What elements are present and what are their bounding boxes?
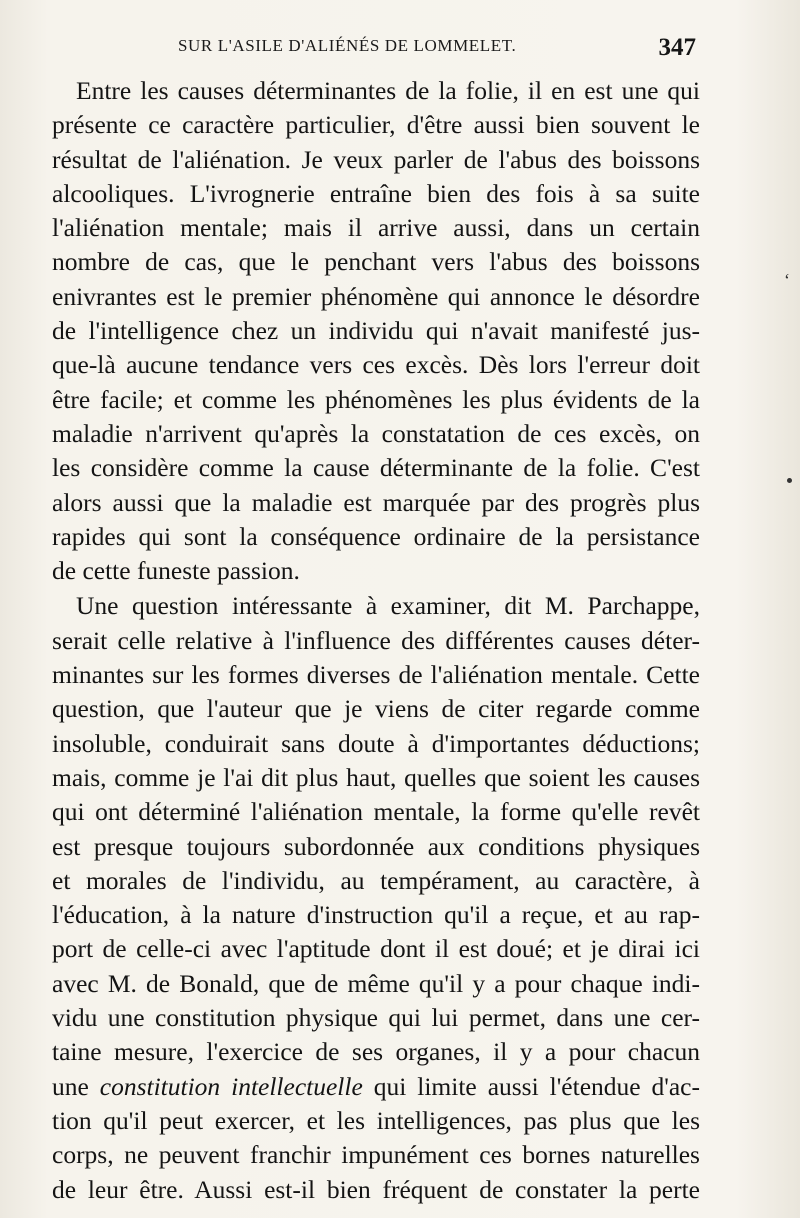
text-fragment: qui limite aussi l'étendue d'ac- [362, 1071, 700, 1101]
text-line: l'aliénation mentale; mais il arrive aussi, dans un certain [52, 213, 700, 243]
text-line: enivrantes est le premier phénomène qui annonce le désordre [52, 281, 700, 311]
margin-mark: ‘ [784, 270, 790, 290]
text-line: avec M. de Bonald, que de même qu'il y a pour chaque indi- [52, 968, 700, 998]
body-text [52, 74, 700, 1207]
margin-dot [787, 478, 792, 483]
text-line: l'éducation, à la nature d'instruction qu'il a reçue, et au rap- [52, 900, 700, 930]
text-line: et morales de l'individu, au tempérament, au caractère, à [52, 865, 700, 895]
text-line: alcooliques. L'ivrognerie entraîne bien des fois à sa suite [52, 178, 700, 208]
text-line: être facile; et comme les phénomènes les plus évidents de la [52, 384, 700, 414]
text-line: est presque toujours subordonnée aux conditions physiques [52, 831, 700, 861]
text-line: les considère comme la cause déterminante de la folie. C'est [52, 453, 700, 483]
text-line: maladie n'arrivent qu'après la constatation de ces excès, on [52, 418, 700, 448]
text-line: de l'intelligence chez un individu qui n'avait manifesté jus- [52, 316, 700, 346]
text-line: nombre de cas, que le penchant vers l'abus des boissons [52, 247, 700, 277]
text-line: rapides qui sont la conséquence ordinaire de la persistance [52, 521, 700, 551]
text-line: Entre les causes déterminantes de la folie, il en est une qui [76, 76, 700, 105]
text-line: résultat de l'aliénation. Je veux parler de l'abus des boissons [52, 144, 700, 174]
text-line: tion qu'il peut exercer, et les intelligences, pas plus que les [52, 1105, 700, 1135]
text-line-with-italic [52, 1070, 700, 1104]
text-line: port de celle-ci avec l'aptitude dont il est doué; et je dirai ici [52, 934, 700, 964]
page-header [50, 30, 710, 70]
page-number: 347 [658, 34, 696, 61]
running-head: SUR L'ASILE D'ALIÉNÉS DE LOMMELET. [178, 36, 517, 55]
italic-phrase: constitution intellectuelle [99, 1071, 363, 1101]
text-line: alors aussi que la maladie est marquée par des progrès plus [52, 487, 700, 517]
text-line: minantes sur les formes diverses de l'aliénation mentale. Cette [52, 660, 700, 690]
text-line: corps, ne peuvent franchir impunément ces bornes naturelles [52, 1140, 700, 1170]
paragraph-1 [52, 74, 700, 588]
text-line: que-là aucune tendance vers ces excès. Dès lors l'erreur doit [52, 350, 700, 380]
text-line: de cette funeste passion. [52, 556, 300, 586]
text-line: question, que l'auteur que je viens de citer regarde comme [52, 694, 700, 724]
paragraph-2 [52, 589, 700, 1206]
text-line: taine mesure, l'exercice de ses organes, il y a pour chacun [52, 1037, 700, 1067]
text-line: de leur être. Aussi est-il bien fréquent de constater la perte [52, 1174, 700, 1204]
text-line: mais, comme je l'ai dit plus haut, quelles que soient les causes [52, 762, 700, 792]
text-line: qui ont déterminé l'aliénation mentale, la forme qu'elle revêt [52, 797, 700, 827]
text-line: Une question intéressante à examiner, dit M. Parchappe, [76, 591, 700, 621]
text-line: serait celle relative à l'influence des différentes causes déter- [52, 625, 700, 655]
text-line: insoluble, conduirait sans doute à d'importantes déductions; [52, 728, 700, 758]
text-line: présente ce caractère particulier, d'être aussi bien souvent le [52, 110, 700, 140]
text-line: vidu une constitution physique qui lui permet, dans une cer- [52, 1003, 700, 1033]
text-fragment: une [52, 1071, 100, 1101]
